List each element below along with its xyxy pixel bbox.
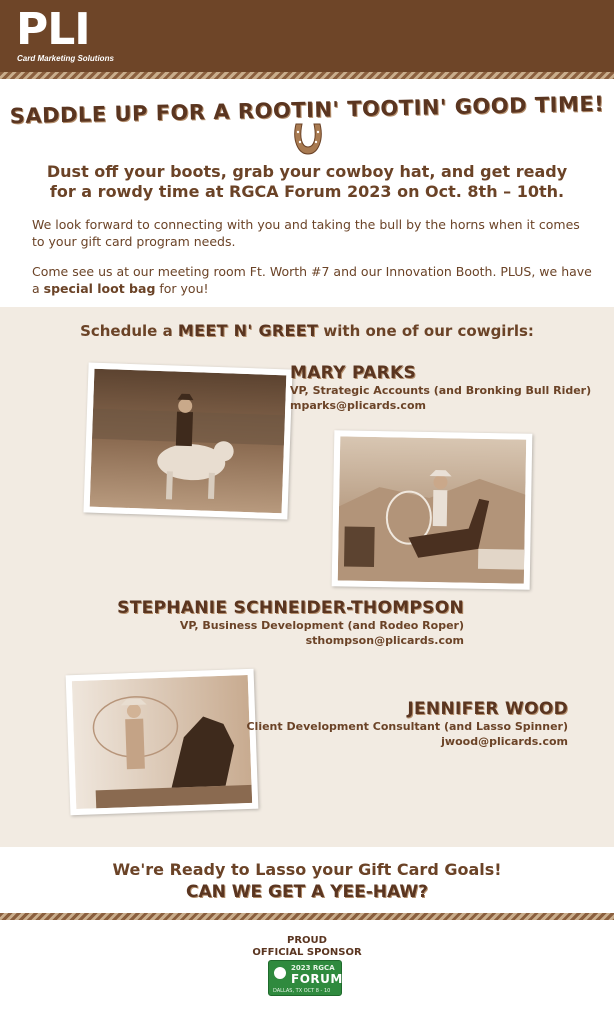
schedule-suffix: with one of our cowgirls: <box>318 322 534 340</box>
closing-yeehaw: CAN WE GET A YEE-HAW? <box>185 882 429 902</box>
photo-rodeo-roper <box>332 430 533 589</box>
photo-lasso-spinner <box>66 669 259 815</box>
person-role: VP, Business Development (and Rodeo Roper) <box>179 619 464 632</box>
body-paragraph-2 <box>32 263 592 297</box>
contact-stephanie-schneider-thompson <box>117 598 464 648</box>
horseshoe-icon <box>288 118 328 158</box>
sponsor-label <box>0 935 614 959</box>
person-role: VP, Strategic Accounts (and Bronking Bull Rider) <box>290 384 592 397</box>
schedule-highlight: MEET N' GREET <box>177 321 319 340</box>
contact-jennifer-wood <box>246 699 568 749</box>
body2-prefix: Come see us at our meeting room Ft. Worth #7 and our Innovation Booth. PLUS, we have a <box>32 264 592 296</box>
person-email-link[interactable]: sthompson@plicards.com <box>305 634 464 647</box>
sponsor-line-2: OFFICIAL SPONSOR <box>252 947 362 958</box>
schedule-prefix: Schedule a <box>80 322 178 340</box>
rope-divider-top <box>0 72 614 79</box>
intro-text: Dust off your boots, grab your cowboy hat, and get ready for a rowdy time at RGCA Forum 2023 on Oct. 8th – 10th. <box>46 162 568 201</box>
header-banner <box>0 0 614 72</box>
closing-line: We're Ready to Lasso your Gift Card Goals! <box>112 860 502 879</box>
headline: SADDLE UP FOR A ROOTIN' TOOTIN' GOOD TIME! <box>9 91 605 129</box>
badge-title: FORUM <box>291 972 343 986</box>
person-email-link[interactable]: jwood@plicards.com <box>441 735 568 748</box>
contact-mary-parks <box>290 363 591 413</box>
person-email-link[interactable]: mparks@plicards.com <box>290 399 426 412</box>
schedule-heading <box>0 321 614 340</box>
body-paragraph-1: We look forward to connecting with you and taking the bull by the horns when it comes to your gift card program needs. <box>32 217 580 249</box>
badge-location: DALLAS, TX OCT 8 - 10 <box>273 988 331 994</box>
person-name: STEPHANIE SCHNEIDER-THOMPSON <box>117 598 464 618</box>
sponsor-line-1: PROUD <box>287 935 327 946</box>
rope-divider-bottom <box>0 913 614 920</box>
pli-logo[interactable]: PLI <box>16 4 90 55</box>
person-name: MARY PARKS <box>290 363 417 383</box>
rgca-forum-badge[interactable] <box>268 960 342 996</box>
photo-bull-rider <box>83 362 292 519</box>
anniversary-seal-icon <box>272 965 288 981</box>
badge-year: 2023 RGCA <box>291 964 335 972</box>
person-name: JENNIFER WOOD <box>407 699 568 719</box>
body2-suffix: for you! <box>155 281 209 296</box>
logo-tagline: Card Marketing Solutions <box>17 54 114 63</box>
body2-bold: special loot bag <box>43 281 156 296</box>
person-role: Client Development Consultant (and Lasso Spinner) <box>246 720 568 733</box>
